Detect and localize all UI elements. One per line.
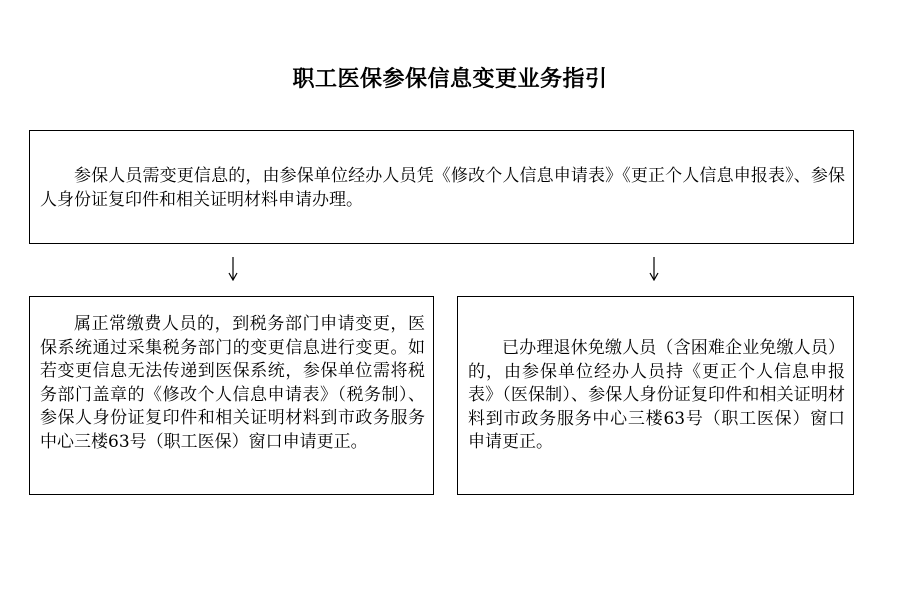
retiree-exempt-box (457, 296, 854, 495)
page-title: 职工医保参保信息变更业务指引 (292, 67, 608, 92)
down-arrow-icon (649, 257, 659, 281)
retiree-exempt-text: 已办理退休免缴人员（含困难企业免缴人员）的，由参保单位经办人员持《更正个人信息申报表》（医保制）、参保人身份证复印件和相关证明材料到市政务服务中心三楼63号（职工医保）窗口申请更正。 (468, 338, 845, 452)
general-procedure-box (29, 130, 854, 244)
regular-payer-text: 属正常缴费人员的，到税务部门申请变更，医保系统通过采集税务部门的变更信息进行变更。如若变更信息无法传递到医保系统，参保单位需将税务部门盖章的《修改个人信息申请表》（税务制）、参保人身份证复印件和相关证明材料到市政务服务中心三楼63号（职工医保）窗口申请更正。 (40, 314, 425, 452)
down-arrow-icon (228, 257, 238, 281)
regular-payer-box (29, 296, 434, 495)
general-procedure-text: 参保人员需变更信息的，由参保单位经办人员凭《修改个人信息申请表》《更正个人信息申报表》、参保人身份证复印件和相关证明材料申请办理。 (40, 166, 845, 210)
